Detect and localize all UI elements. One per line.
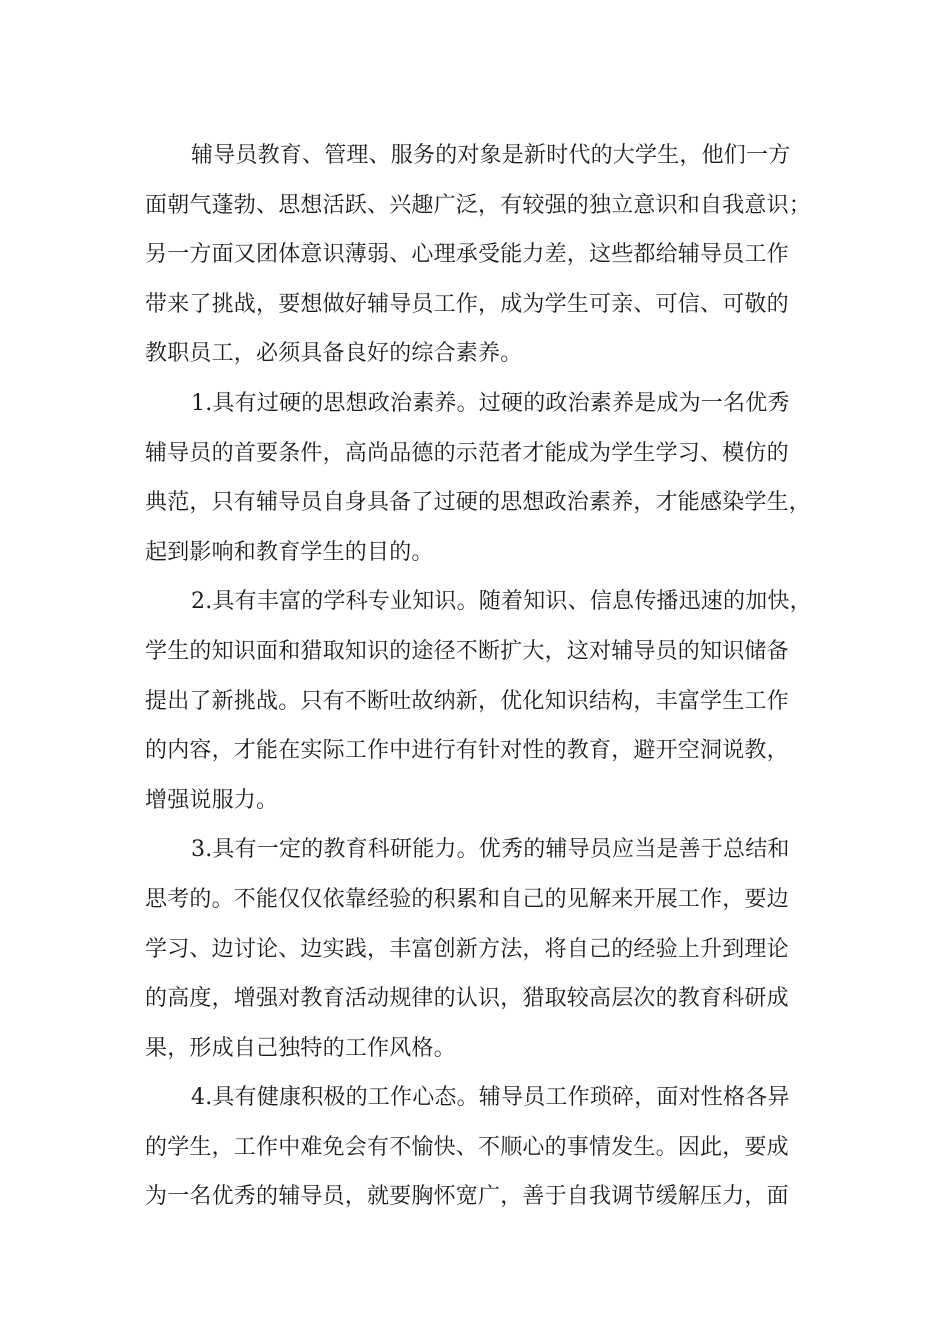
text-line: 起到影响和教育学生的目的。 xyxy=(145,539,434,565)
text-line: 果，形成自己独特的工作风格。 xyxy=(145,1035,456,1061)
text-line: 增强说服力。 xyxy=(145,787,279,813)
text-line: 2.具有丰富的学科专业知识。随着知识、信息传播迅速的加快， xyxy=(191,589,812,615)
text-line: 的高度，增强对教育活动规律的认识，猎取较高层次的教育科研成 xyxy=(145,986,789,1012)
text-line: 3.具有一定的教育科研能力。优秀的辅导员应当是善于总结和 xyxy=(191,837,790,863)
text-line: 的内容，才能在实际工作中进行有针对性的教育，避开空洞说教， xyxy=(145,738,789,764)
text-line: 思考的。不能仅仅依靠经验的积累和自己的见解来开展工作，要边 xyxy=(145,886,789,912)
text-line: 为一名优秀的辅导员，就要胸怀宽广，善于自我调节缓解压力，面 xyxy=(145,1184,789,1210)
paragraph-item-1 xyxy=(145,379,825,577)
paragraph-item-3 xyxy=(145,825,825,1073)
paragraph-item-2 xyxy=(145,577,825,825)
text-line: 带来了挑战，要想做好辅导员工作，成为学生可亲、可信、可敬的 xyxy=(145,291,789,317)
paragraph-item-4 xyxy=(145,1073,825,1222)
paragraph-intro xyxy=(145,131,825,379)
text-line: 教职员工，必须具备良好的综合素养。 xyxy=(145,341,523,367)
text-line: 学生的知识面和猎取知识的途径不断扩大，这对辅导员的知识储备 xyxy=(145,638,789,664)
document-body xyxy=(145,131,825,1222)
text-line: 1.具有过硬的思想政治素养。过硬的政治素养是成为一名优秀 xyxy=(191,390,790,416)
text-line: 典范，只有辅导员自身具备了过硬的思想政治素养，才能感染学生， xyxy=(145,490,812,516)
text-line: 学习、边讨论、边实践，丰富创新方法，将自己的经验上升到理论 xyxy=(145,936,789,962)
text-line: 辅导员教育、管理、服务的对象是新时代的大学生，他们一方 xyxy=(191,143,791,168)
text-line: 面朝气蓬勃、思想活跃、兴趣广泛，有较强的独立意识和自我意识； xyxy=(145,192,812,218)
text-line: 的学生，工作中难免会有不愉快、不顺心的事情发生。因此，要成 xyxy=(145,1134,789,1160)
text-line: 提出了新挑战。只有不断吐故纳新，优化知识结构，丰富学生工作 xyxy=(145,688,789,714)
text-line: 另一方面又团体意识薄弱、心理承受能力差，这些都给辅导员工作 xyxy=(145,242,789,268)
text-line: 辅导员的首要条件，高尚品德的示范者才能成为学生学习、模仿的 xyxy=(145,440,789,466)
text-line: 4.具有健康积极的工作心态。辅导员工作琐碎，面对性格各异 xyxy=(191,1085,790,1111)
